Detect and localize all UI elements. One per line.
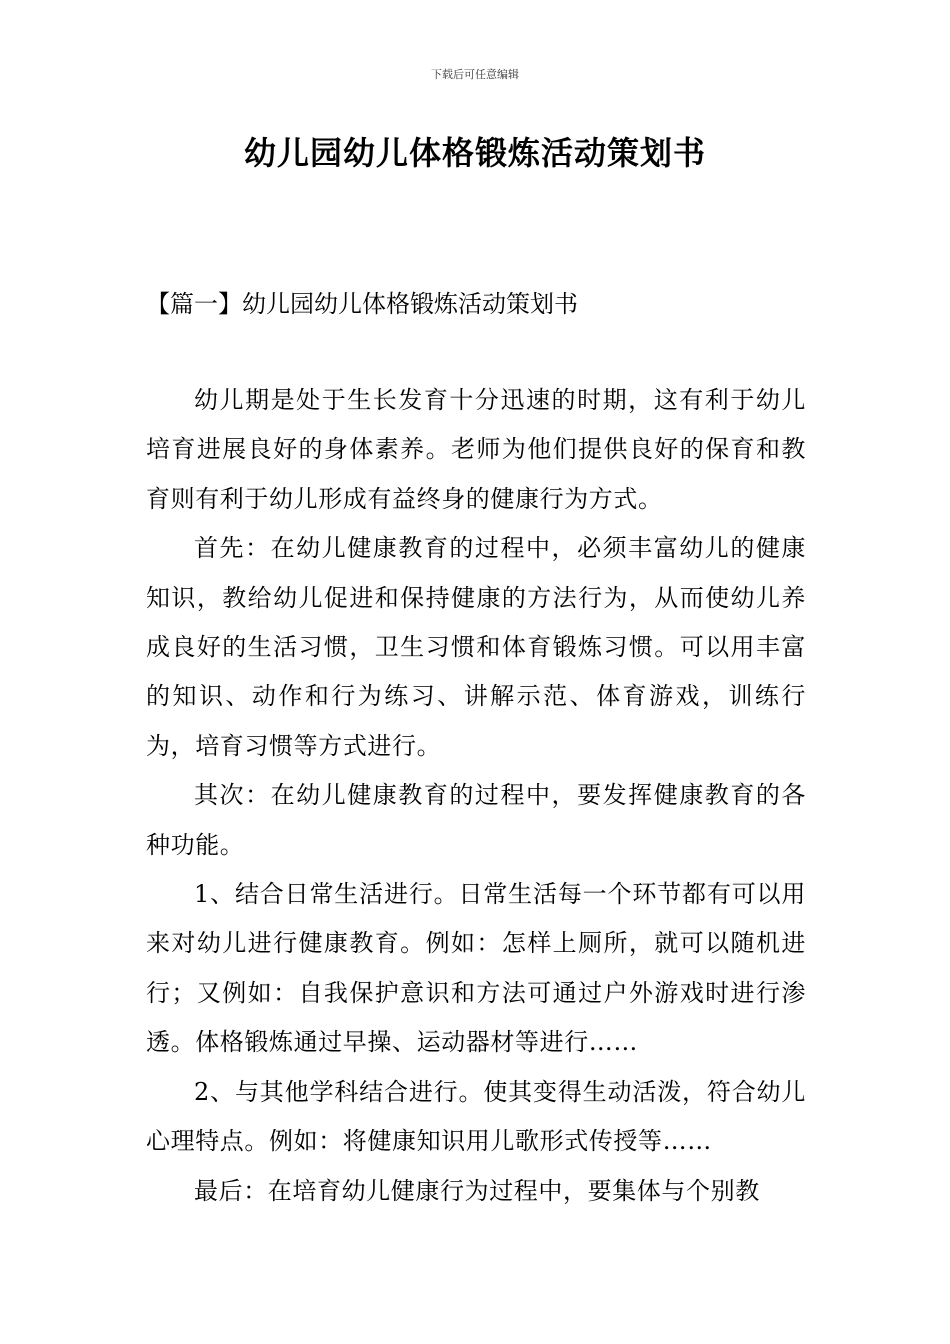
paragraph: 最后：在培育幼儿健康行为过程中，要集体与个别教 xyxy=(194,1176,760,1205)
body-text xyxy=(146,376,806,1216)
paragraph: 首先：在幼儿健康教育的过程中，必须丰富幼儿的健康知识，教给幼儿促进和保持健康的方法行为，从而使幼儿养成良好的生活习惯，卫生习惯和体育锻炼习惯。可以用丰富的知识、动作和行为练习、讲解示范、体育游戏，训练行为，培育习惯等方式进行。 xyxy=(146,534,806,760)
paragraph: 其次：在幼儿健康教育的过程中，要发挥健康教育的各种功能。 xyxy=(146,781,806,859)
paragraph: 1、结合日常生活进行。日常生活每一个环节都有可以用来对幼儿进行健康教育。例如：怎样上厕所，就可以随机进行；又例如：自我保护意识和方法可通过户外游戏时进行渗透。体格锻炼通过早操、运动器材等进行…… xyxy=(146,880,806,1057)
header-note: 下载后可任意编辑 xyxy=(431,68,519,81)
paragraph: 幼儿期是处于生长发育十分迅速的时期，这有利于幼儿培育进展良好的身体素养。老师为他们提供良好的保育和教育则有利于幼儿形成有益终身的健康行为方式。 xyxy=(146,386,806,513)
section-heading: 【篇一】幼儿园幼儿体格锻炼活动策划书 xyxy=(146,290,578,318)
document-title: 幼儿园幼儿体格锻炼活动策划书 xyxy=(243,134,706,172)
paragraph: 2、与其他学科结合进行。使其变得生动活泼，符合幼儿心理特点。例如：将健康知识用儿歌形式传授等…… xyxy=(146,1077,806,1156)
